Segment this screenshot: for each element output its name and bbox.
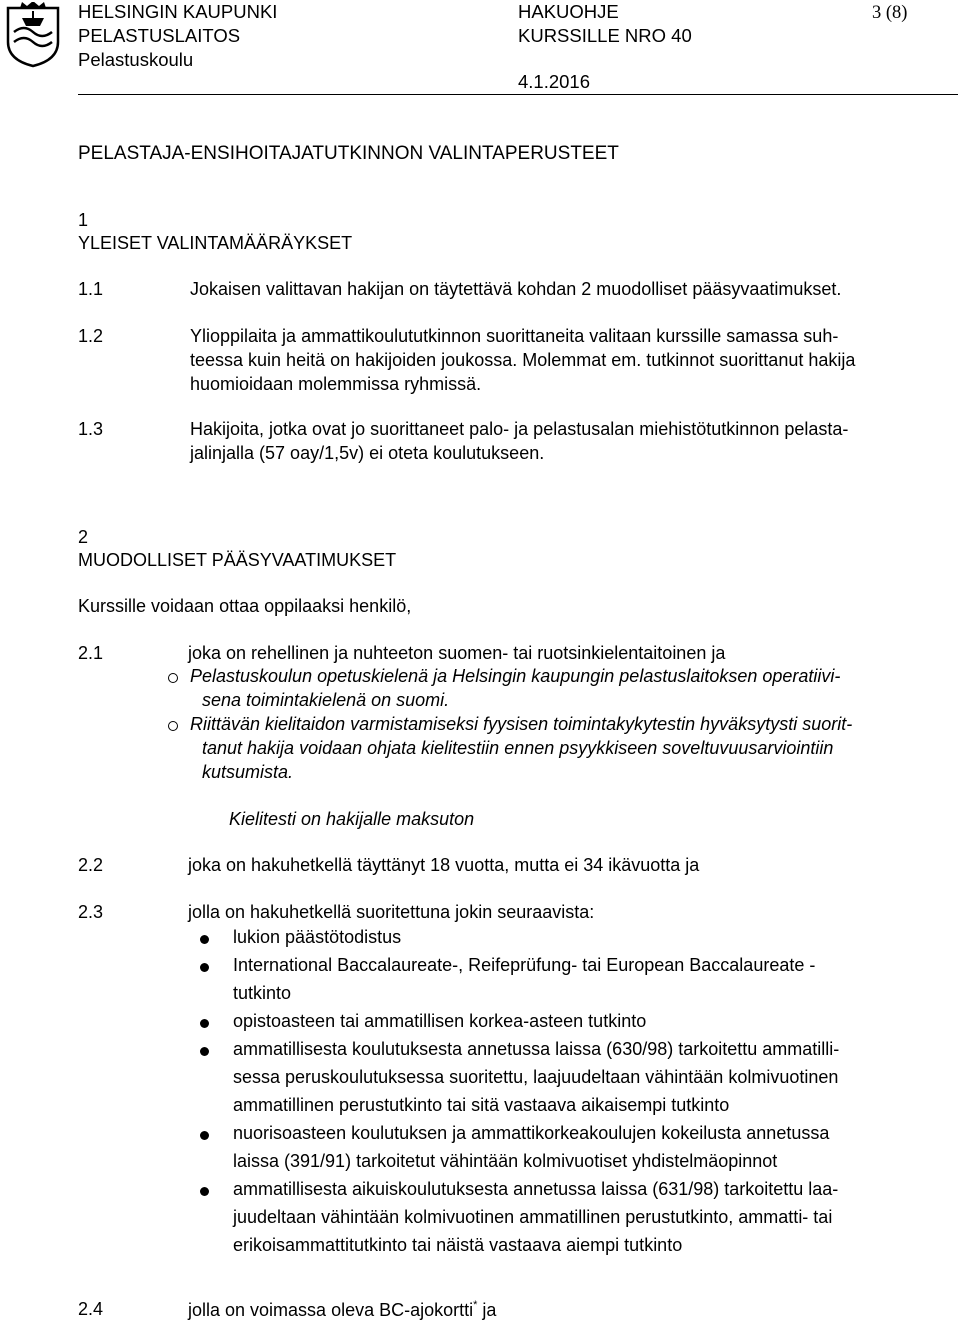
bullet-text: ammatillisesta koulutuksesta annetussa laissa (630/98) tarkoitettu ammatilli- [233, 1039, 840, 1059]
item-number: 1.1 [78, 279, 104, 299]
hollow-bullet-icon [168, 673, 178, 683]
section-number: 1 [78, 210, 89, 230]
bullet-text: International Baccalaureate-, Reifeprüfung- tai European Baccalaureate - [233, 955, 816, 975]
bullet-text: lukion päästötodistus [233, 927, 402, 947]
bullet-text: Riittävän kielitaidon varmistamiseksi fyysisen toimintakykytestin hyväksytysti suorit- [190, 714, 853, 734]
item-number: 1.2 [78, 326, 104, 346]
note-text: Kielitesti on hakijalle maksuton [229, 809, 475, 829]
bullet-text: tutkinto [233, 983, 292, 1003]
item-text-tail: ja [477, 1300, 497, 1320]
item-number: 1.3 [78, 419, 104, 439]
hollow-bullet-icon [168, 721, 178, 731]
item-text: joka on rehellinen ja nuhteeton suomen- tai ruotsinkielentaitoinen ja [188, 643, 726, 663]
bullet-icon [200, 1047, 209, 1056]
item-text: joka on hakuhetkellä täyttänyt 18 vuotta, mutta ei 34 ikävuotta ja [188, 855, 700, 875]
doc-type: HAKUOHJE [518, 1, 619, 22]
doc-date: 4.1.2016 [518, 71, 591, 92]
item-number: 2.3 [78, 902, 104, 922]
item-text: Jokaisen valittavan hakijan on täytettävä kohdan 2 muodolliset pääsyvaatimukset. [190, 279, 842, 299]
section-heading: YLEISET VALINTAMÄÄRÄYKSET [78, 233, 353, 253]
item-text: jalinjalla (57 oay/1,5v) ei oteta koulutukseen. [190, 443, 545, 463]
bullet-text: Pelastuskoulun opetuskielenä ja Helsingin kaupungin pelastuslaitoksen operatiivi- [190, 666, 841, 686]
org-department: PELASTUSLAITOS [78, 25, 241, 46]
section-number: 2 [78, 527, 89, 547]
item-number: 2.2 [78, 855, 104, 875]
org-unit: Pelastuskoulu [78, 49, 194, 70]
item-text [188, 1299, 496, 1321]
bullet-text: opistoasteen tai ammatillisen korkea-asteen tutkinto [233, 1011, 647, 1031]
section-intro: Kurssille voidaan ottaa oppilaaksi henkilö, [78, 596, 412, 616]
bullet-text: ammatillisesta aikuiskoulutuksesta annetussa laissa (631/98) tarkoitettu laa- [233, 1179, 839, 1199]
item-text-main: jolla on voimassa oleva BC-ajokortti [188, 1300, 474, 1320]
bullet-text: sena toimintakielenä on suomi. [202, 690, 450, 710]
bullet-icon [200, 1187, 209, 1196]
bullet-text: tanut hakija voidaan ohjata kielitestiin ennen psyykkiseen soveltuvuusarviointiin [202, 738, 834, 758]
org-name: HELSINGIN KAUPUNKI [78, 1, 278, 22]
page-title: PELASTAJA-ENSIHOITAJATUTKINNON VALINTAPERUSTEET [78, 143, 619, 164]
item-number: 2.1 [78, 643, 104, 663]
bullet-icon [200, 1019, 209, 1028]
bullet-text: sessa peruskoulutuksessa suoritettu, laajuudeltaan vähintään kolmivuotinen [233, 1067, 839, 1087]
bullet-text: nuorisoasteen koulutuksen ja ammattikorkeakoulujen kokeilusta annetussa [233, 1123, 830, 1143]
item-number: 2.4 [78, 1299, 104, 1319]
section-heading: MUODOLLISET PÄÄSYVAATIMUKSET [78, 550, 397, 570]
item-text: huomioidaan molemmissa ryhmissä. [190, 374, 482, 394]
bullet-text: erikoisammattitutkinto tai näistä vastaava aiempi tutkinto [233, 1235, 683, 1255]
header-divider [78, 94, 958, 95]
doc-subtitle: KURSSILLE NRO 40 [518, 25, 692, 46]
bullet-icon [200, 963, 209, 972]
item-text: Ylioppilaita ja ammattikoulututkinnon suorittaneita valitaan kurssille samassa suh- [190, 326, 839, 346]
bullet-text: laissa (391/91) tarkoitetut vähintään kolmivuotiset yhdistelmäopinnot [233, 1151, 778, 1171]
bullet-icon [200, 935, 209, 944]
item-text: jolla on hakuhetkellä suoritettuna jokin seuraavista: [188, 902, 595, 922]
item-text: Hakijoita, jotka ovat jo suorittaneet palo- ja pelastusalan miehistötutkinnon pelasta- [190, 419, 849, 439]
bullet-icon [200, 1131, 209, 1140]
page-number: 3 (8) [872, 3, 908, 23]
bullet-text: kutsumista. [202, 762, 294, 782]
bullet-text: ammatillinen perustutkinto tai sitä vastaava aikaisempi tutkinto [233, 1095, 730, 1115]
bullet-text: juudeltaan vähintään kolmivuotinen ammatillinen perustutkinto, ammatti- tai [233, 1207, 833, 1227]
helsinki-crest-icon [2, 2, 64, 68]
footnote-marker: * [473, 1299, 478, 1311]
item-text: teessa kuin heitä on hakijoiden joukossa. Molemmat em. tutkinnot suorittanut hakija [190, 350, 856, 370]
